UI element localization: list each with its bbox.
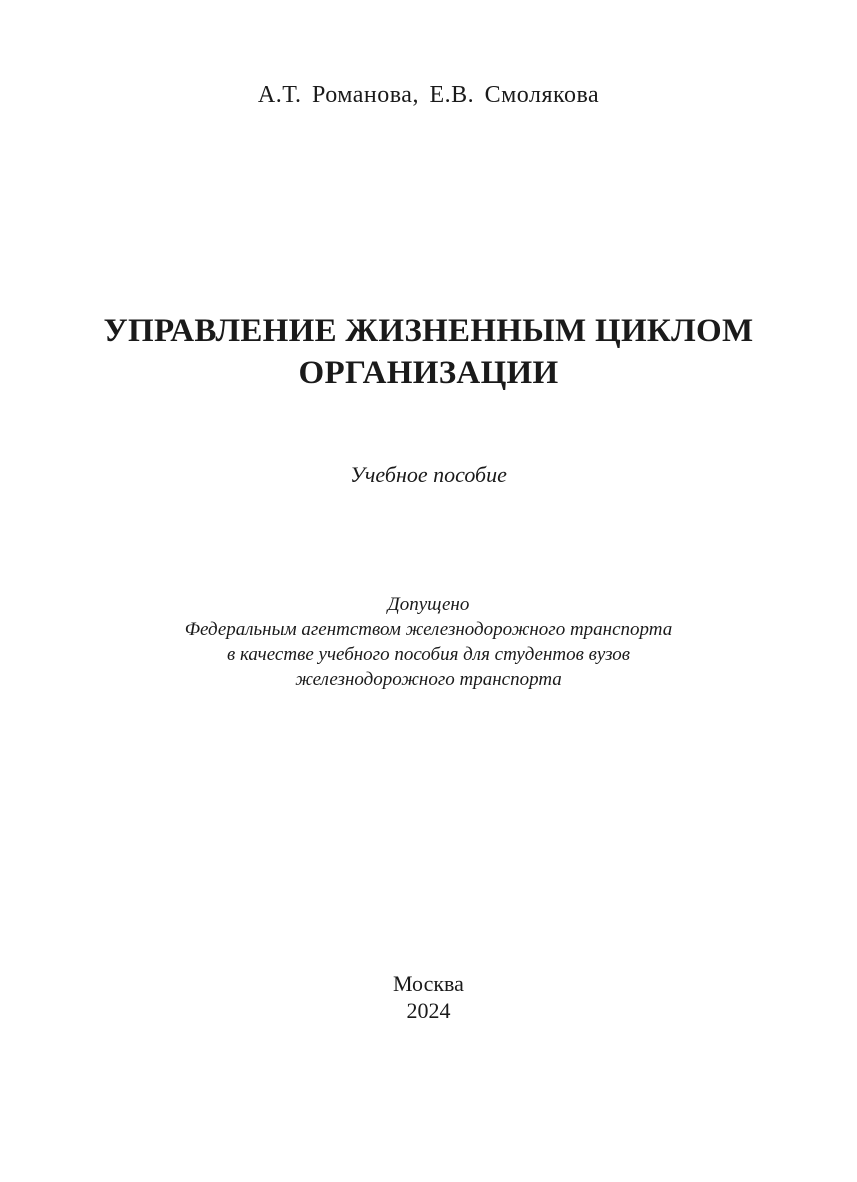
book-title: [0, 310, 857, 394]
book-title-line-1: УПРАВЛЕНИЕ ЖИЗНЕННЫМ ЦИКЛОМ: [103, 313, 754, 349]
imprint-year: 2024: [406, 998, 451, 1023]
approval-line-3: в качестве учебного пособия для студентов вузов: [227, 644, 630, 665]
approval-note: [0, 592, 857, 692]
authors: А.Т. Романова, Е.В. Смолякова: [257, 82, 600, 108]
approval-line-1: Допущено: [387, 594, 470, 615]
imprint-city: Москва: [393, 971, 464, 996]
approval-line-4: железнодорожного транспорта: [295, 669, 562, 690]
approval-line-2: Федеральным агентством железнодорожного транспорта: [184, 619, 673, 640]
book-title-line-2: ОРГАНИЗАЦИИ: [298, 355, 559, 391]
book-subtitle: Учебное пособие: [350, 462, 507, 487]
imprint: [0, 970, 857, 1024]
